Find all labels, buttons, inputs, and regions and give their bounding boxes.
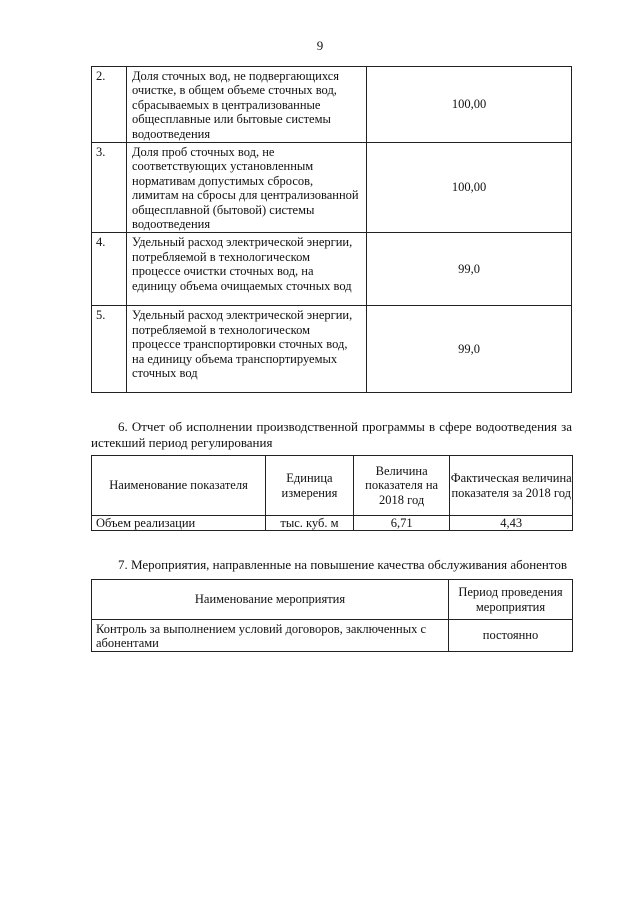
table-row — [92, 306, 572, 393]
table-row — [92, 516, 573, 531]
row-number: 3. — [92, 143, 127, 233]
table-row — [92, 620, 573, 652]
indicator-name: Удельный расход электрической энергии, потребляемой в технологическом процессе очистки сточных вод, на единицу объема очищаемых сточных вод — [127, 233, 367, 306]
table-header-row — [92, 456, 573, 516]
measures-table — [91, 579, 573, 652]
indicator-value: 100,00 — [367, 67, 572, 143]
column-header: Период проведения мероприятия — [449, 580, 573, 620]
column-header: Величина показателя на 2018 год — [353, 456, 450, 516]
row-number: 4. — [92, 233, 127, 306]
cell-plan-value: 6,71 — [353, 516, 450, 531]
cell-unit: тыс. куб. м — [266, 516, 354, 531]
row-number: 5. — [92, 306, 127, 393]
cell-indicator: Объем реализации — [92, 516, 266, 531]
column-header: Наименование мероприятия — [92, 580, 449, 620]
indicator-value: 100,00 — [367, 143, 572, 233]
row-number: 2. — [92, 67, 127, 143]
indicator-value: 99,0 — [367, 233, 572, 306]
indicator-name: Удельный расход электрической энергии, потребляемой в технологическом процессе транспортировки сточных вод, на единицу объема транспортируемых сточных вод — [127, 306, 367, 393]
section-7-heading: 7. Мероприятия, направленные на повышение качества обслуживания абонентов — [118, 557, 568, 572]
cell-actual-value: 4,43 — [450, 516, 573, 531]
section-6-heading: 6. Отчет об исполнении производственной программы в сфере водоотведения за истекший период регулирования — [91, 419, 572, 450]
table-header-row — [92, 580, 573, 620]
cell-measure: Контроль за выполнением условий договоров, заключенных с абонентами — [92, 620, 449, 652]
indicator-value: 99,0 — [367, 306, 572, 393]
table-row — [92, 233, 572, 306]
table-row — [92, 143, 572, 233]
column-header: Единица измерения — [266, 456, 354, 516]
report-table — [91, 455, 573, 531]
page-number: 9 — [316, 38, 324, 53]
column-header: Фактическая величина показателя за 2018 год — [450, 456, 573, 516]
column-header: Наименование показателя — [92, 456, 266, 516]
indicators-table — [91, 66, 572, 393]
indicator-name: Доля сточных вод, не подвергающихся очистке, в общем объеме сточных вод, сбрасываемых в централизованные общесплавные или бытовые системы водоотведения — [127, 67, 367, 143]
table-row — [92, 67, 572, 143]
indicator-name: Доля проб сточных вод, не соответствующих установленным нормативам допустимых сбросов, лимитам на сбросы для централизованной общесплавной (бытовой) системы водоотведения — [127, 143, 367, 233]
cell-period: постоянно — [449, 620, 573, 652]
